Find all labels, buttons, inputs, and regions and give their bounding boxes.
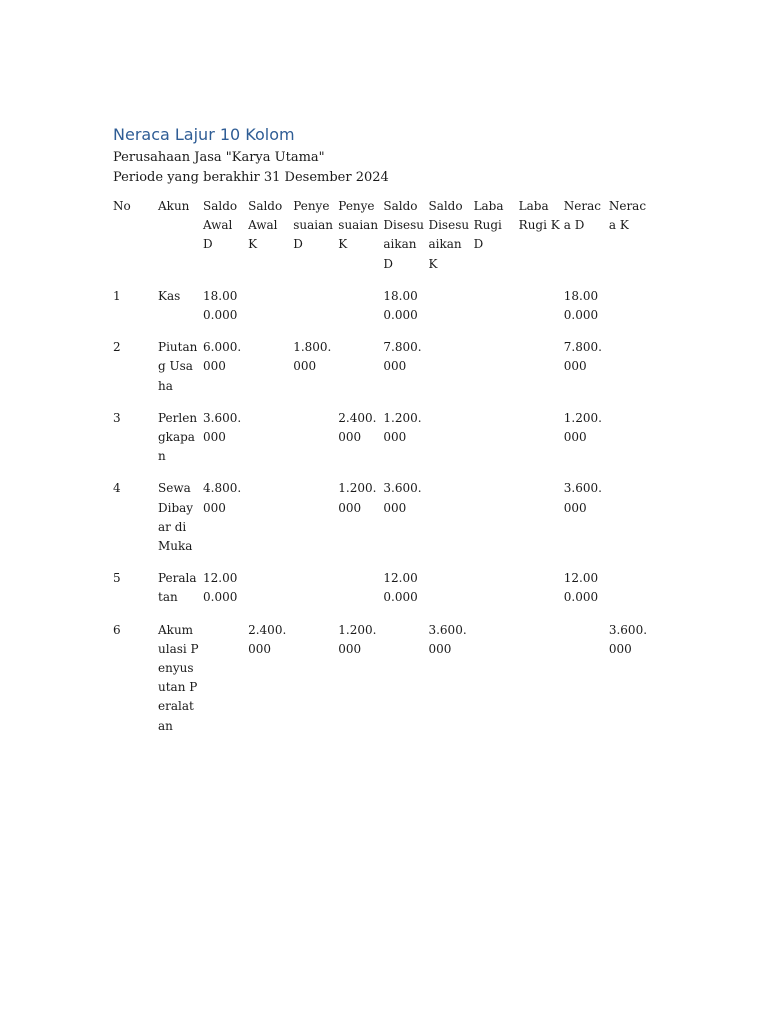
table-row (113, 409, 654, 480)
table-cell-laba-rugi-d (474, 569, 519, 620)
table-cell-akun: Sewa Dibayar di Muka (158, 481, 194, 554)
table-cell-neraca-d (564, 621, 609, 749)
table-cell-laba-rugi-k (519, 621, 564, 749)
table-cell-saldo-disesuaikan-k (428, 338, 473, 409)
table-cell-akun: Akumulasi Penyusutan Peralatan (158, 622, 199, 733)
table-cell-saldo-disesuaikan-d: 3.600.000 (383, 481, 422, 515)
table-row (113, 621, 654, 749)
table-cell-laba-rugi-k (519, 569, 564, 620)
table-cell-saldo-awal-k (248, 479, 293, 569)
table-cell-saldo-disesuaikan-d (383, 621, 428, 749)
table-cell-laba-rugi-d (474, 287, 519, 338)
table-cell-no: 3 (113, 410, 121, 425)
table-cell-neraca-k (609, 569, 654, 620)
header-col-laba-rugi-d: Laba Rugi D (473, 199, 504, 252)
table-cell-laba-rugi-d (474, 409, 519, 480)
table-cell-no: 6 (113, 622, 121, 637)
header-col-penyesuaian-d: Penyesuaian D (293, 199, 333, 252)
table-cell-neraca-k (609, 287, 654, 338)
table-cell-saldo-awal-k (248, 569, 293, 620)
worksheet-table (113, 197, 654, 749)
table-cell-laba-rugi-k (519, 338, 564, 409)
table-cell-penyesuaian-k (338, 287, 383, 338)
table-cell-neraca-d: 3.600.000 (563, 481, 602, 515)
table-cell-neraca-d: 1.200.000 (563, 410, 602, 445)
header-col-saldo-awal-k: Saldo Awal K (248, 199, 283, 252)
table-cell-saldo-disesuaikan-d: 18.000.000 (383, 288, 418, 323)
table-cell-saldo-awal-d: 12.000.000 (203, 571, 238, 605)
header-col-laba-rugi-k: Laba Rugi K (518, 199, 560, 233)
table-cell-saldo-awal-k (248, 287, 293, 338)
company-name: Perusahaan Jasa "Karya Utama" (113, 150, 325, 165)
table-cell-no: 4 (113, 481, 121, 496)
table-cell-akun: Piutang Usaha (158, 340, 198, 393)
table-cell-laba-rugi-k (519, 409, 564, 480)
table-cell-neraca-d: 12.000.000 (563, 571, 599, 605)
table-cell-saldo-disesuaikan-k (428, 287, 473, 338)
table-cell-penyesuaian-k (338, 569, 383, 620)
document-title: Neraca Lajur 10 Kolom (113, 125, 295, 144)
table-cell-saldo-disesuaikan-d: 7.800.000 (383, 340, 422, 374)
table-cell-saldo-awal-d: 18.000.000 (203, 288, 238, 323)
table-cell-laba-rugi-k (519, 287, 564, 338)
table-cell-akun: Kas (158, 288, 181, 303)
table-cell-penyesuaian-d (293, 479, 338, 569)
table-cell-saldo-awal-k (248, 338, 293, 409)
table-cell-saldo-disesuaikan-k (428, 569, 473, 620)
table-cell-saldo-awal-d: 3.600.000 (203, 410, 242, 445)
table-cell-akun: Perlengkapan (158, 410, 198, 464)
table-cell-saldo-awal-k: 2.400.000 (248, 622, 287, 656)
table-cell-no: 1 (113, 288, 121, 303)
table-cell-neraca-k (609, 479, 654, 569)
table-row (113, 569, 654, 620)
table-row (113, 287, 654, 338)
table-row (113, 479, 654, 569)
table-cell-penyesuaian-d: 1.800.000 (293, 340, 332, 374)
table-cell-laba-rugi-d (474, 621, 519, 749)
header-col-saldo-disesuaikan-d: Saldo Disesuaikan D (383, 199, 424, 271)
header-col-neraca-d: Neraca D (563, 199, 601, 233)
table-cell-penyesuaian-k: 1.200.000 (338, 622, 377, 656)
table-cell-saldo-disesuaikan-k (428, 409, 473, 480)
table-cell-penyesuaian-d (293, 287, 338, 338)
table-cell-penyesuaian-k (338, 338, 383, 409)
table-cell-neraca-k: 3.600.000 (608, 622, 648, 656)
table-header-row (113, 197, 654, 287)
table-cell-neraca-k (609, 409, 654, 480)
header-col-saldo-awal-d: Saldo Awal D (203, 199, 238, 252)
table-cell-saldo-disesuaikan-k: 3.600.000 (428, 622, 467, 656)
table-cell-neraca-d: 18.000.000 (563, 288, 599, 323)
table-cell-saldo-disesuaikan-d: 1.200.000 (383, 410, 422, 445)
table-row (113, 338, 654, 409)
header-col-neraca-k: Neraca K (608, 199, 647, 233)
table-cell-saldo-awal-d: 6.000.000 (203, 340, 242, 374)
table-cell-saldo-awal-d (203, 621, 248, 749)
table-cell-saldo-disesuaikan-k (428, 479, 473, 569)
table-cell-laba-rugi-k (519, 479, 564, 569)
table-cell-akun: Peralatan (158, 571, 197, 605)
table-cell-penyesuaian-k: 2.400.000 (338, 410, 377, 445)
table-cell-no: 2 (113, 340, 121, 355)
header-col-no: No (113, 199, 131, 213)
table-cell-penyesuaian-d (293, 409, 338, 480)
table-cell-saldo-awal-k (248, 409, 293, 480)
table-cell-saldo-awal-d: 4.800.000 (203, 481, 242, 515)
document-page (113, 124, 673, 749)
table-cell-no: 5 (113, 571, 121, 586)
table-cell-neraca-d: 7.800.000 (563, 340, 602, 374)
table-cell-penyesuaian-d (293, 621, 338, 749)
header-col-akun: Akun (158, 199, 190, 213)
table-body (113, 287, 654, 749)
table-cell-laba-rugi-d (474, 338, 519, 409)
table-cell-saldo-disesuaikan-d: 12.000.000 (383, 571, 418, 605)
table-cell-neraca-k (609, 338, 654, 409)
header-col-saldo-disesuaikan-k: Saldo Disesuaikan K (428, 199, 470, 271)
table-cell-laba-rugi-d (474, 479, 519, 569)
header-col-penyesuaian-k: Penyesuaian K (338, 199, 379, 252)
table-cell-penyesuaian-d (293, 569, 338, 620)
period-text: Periode yang berakhir 31 Desember 2024 (113, 169, 389, 185)
table-cell-penyesuaian-k: 1.200.000 (338, 481, 377, 515)
